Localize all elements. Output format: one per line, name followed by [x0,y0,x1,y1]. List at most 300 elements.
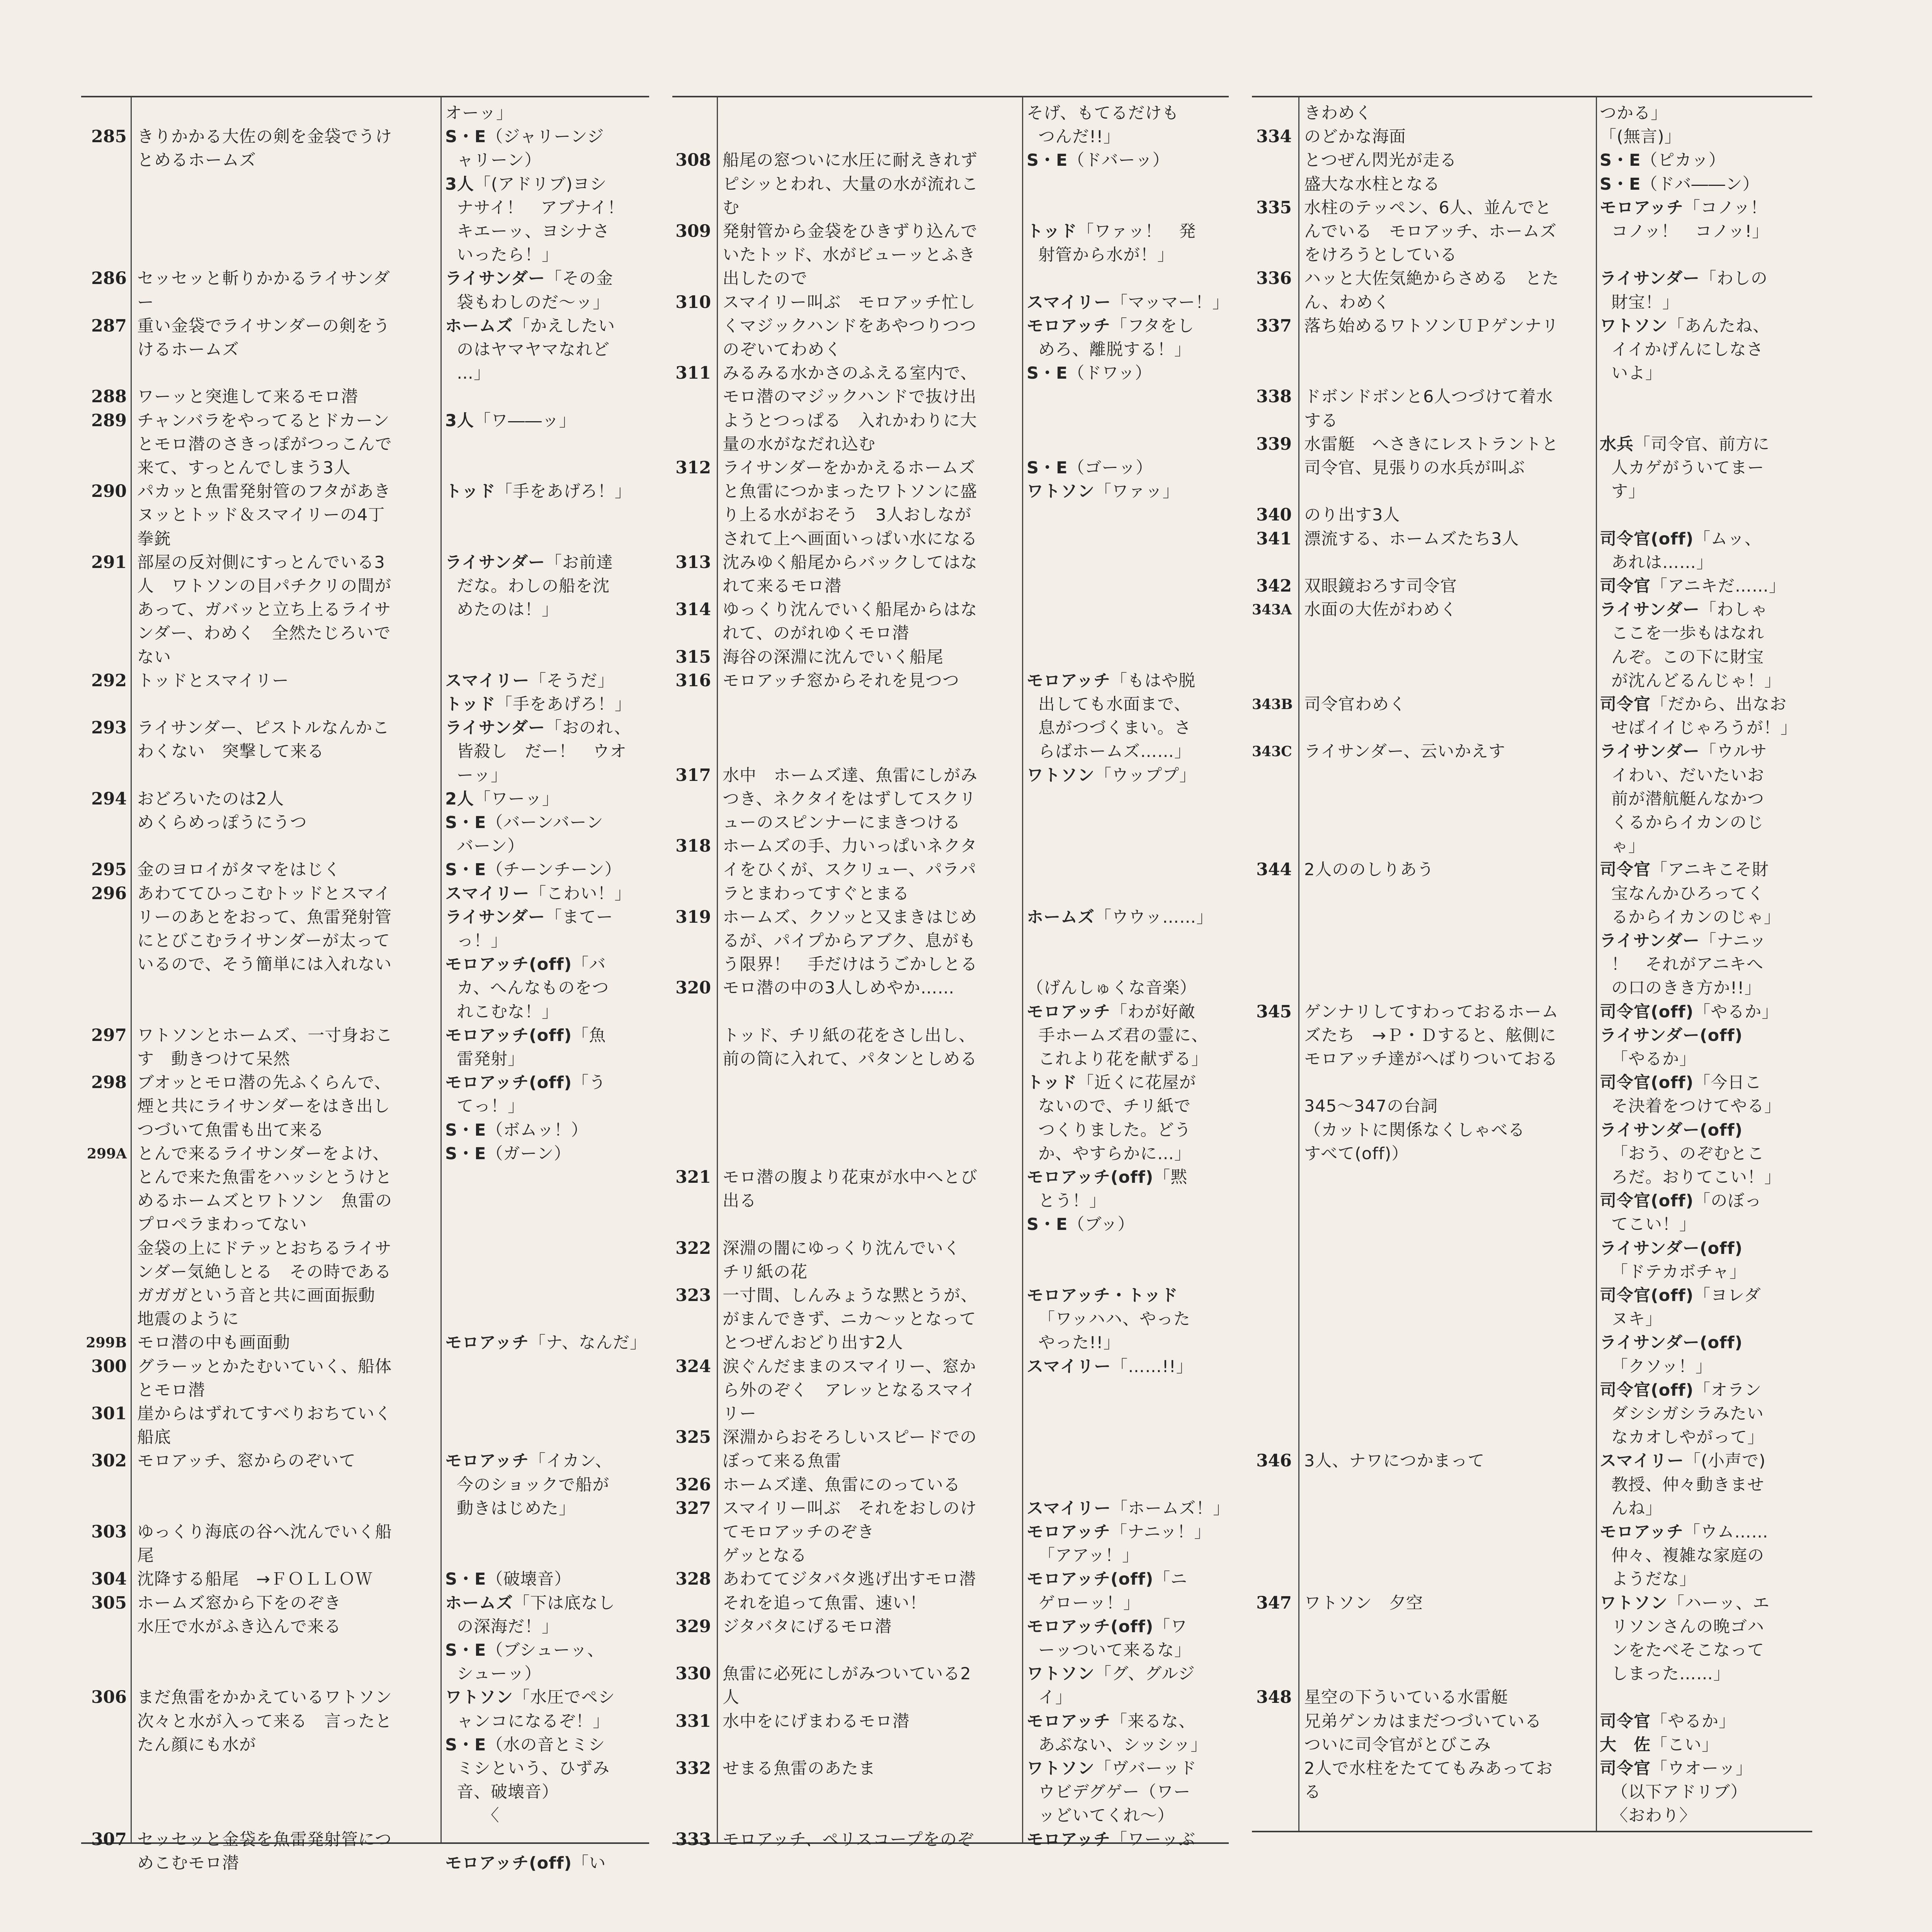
dialogue-text: ナサイ！ アブナイ！ [457,198,624,218]
column-divider-left [131,97,132,1842]
dialogue-line [1027,1118,1191,1142]
dialogue-line [1027,1307,1190,1331]
speaker-name: S・E [445,813,486,832]
speaker-name: 司令官(off) [1600,529,1694,549]
scene-description-line: む [723,198,740,218]
dialogue-line [1027,314,1194,338]
dialogue-line [1027,101,1179,125]
speaker-name: S・E [445,1144,486,1163]
speaker-name: ライサンダー [1600,600,1700,620]
scene-description-line: ら外のぞく アレッとなるスマイ [723,1380,976,1400]
dialogue-line [1027,1142,1191,1166]
scene-number: 330 [675,1664,711,1684]
scene-description-line: リー [723,1404,757,1423]
scene-number: 288 [91,387,127,407]
scene-description-line: あわててジタバタ逃げ出すモロ潜 [723,1570,976,1589]
scene-description-line: ゆっくり沈んでいく船尾からはな [723,600,978,620]
dialogue-text: 今のショックで船が [457,1475,610,1495]
dialogue-text: そげ、もてるだけも [1027,104,1179,123]
scene-description-line: とめるホームズ [137,151,256,170]
speaker-name: スマイリー [1027,1498,1111,1518]
dialogue-line [1600,882,1764,906]
dialogue-text: （チーンチーン） [486,860,622,880]
speaker-name: スマイリー [1600,1451,1684,1471]
speaker-name: 司令官(off) [1600,1191,1694,1211]
scene-description-line: スマイリー叫ぶ それをおしのけ [723,1498,977,1518]
dialogue-line [1600,1804,1696,1828]
dialogue-text: 「ワ [1153,1617,1188,1636]
dialogue-text: 「う [572,1073,606,1093]
dialogue-text: るからイカンのじゃ」 [1611,907,1781,927]
dialogue-line [1600,645,1764,669]
scene-description-line: ワトソン 夕空 [1304,1593,1423,1613]
dialogue-line [445,1000,559,1024]
speaker-name: スマイリー [1027,293,1111,312]
dialogue-text: 雷発射」 [457,1049,525,1069]
dialogue-text: 「ドテカボチャ」 [1611,1262,1747,1282]
dialogue-line [445,716,631,740]
dialogue-line [1600,692,1787,716]
scene-number: 333 [675,1829,711,1849]
scene-number: 290 [91,481,127,502]
dialogue-text: つかる」 [1600,104,1668,123]
scene-number: 339 [1256,434,1292,454]
dialogue-line [1027,456,1153,480]
scene-description-line: 2人ののしりあう [1304,860,1434,880]
scene-number: 335 [1256,197,1292,218]
dialogue-text: カ、へんなものをつ [457,978,609,998]
dialogue-line [1600,834,1645,858]
speaker-name: モロアッチ [1027,1711,1111,1731]
speaker-name: ライサンダー [445,907,545,927]
dialogue-line [1600,172,1759,196]
dialogue-text: ーッ」 [457,765,508,785]
dialogue-line [1600,267,1768,291]
dialogue-line [1600,669,1781,693]
dialogue-line [1027,1685,1072,1709]
dialogue-text: 「ワッハハ、やった [1038,1310,1190,1329]
dialogue-text: （バーンバーン [486,813,604,832]
speaker-name: モロアッチ(off) [1027,1168,1154,1187]
dialogue-line [1027,1497,1230,1520]
scene-description-line: パカッと魚雷発射管のフタがあき [137,482,391,502]
dialogue-text: 「その金 [545,269,613,289]
dialogue-text: ヌキ」 [1611,1310,1662,1329]
dialogue-text: 「ワァッ」 [1095,482,1180,502]
dialogue-text: ッどいてくれ～） [1038,1806,1174,1826]
scene-description-line: ンダー気絶しとる その時である [137,1262,392,1282]
scene-number: 311 [675,363,711,383]
speaker-name: ワトソン [1027,765,1095,785]
scene-description-line: わくない 突撃して来る [137,742,324,762]
dialogue-text: 「ナニッ [1699,931,1767,951]
scene-description-line: されて上へ画面いっぱい水になる [723,529,978,549]
scene-number: 308 [675,150,711,170]
dialogue-text: 「フタをし [1111,316,1194,336]
dialogue-line [445,480,632,503]
speaker-name: 水兵 [1600,434,1634,454]
dialogue-text: コノッ！ コノッ!」 [1611,222,1769,241]
dialogue-line [1600,1733,1719,1757]
scene-number: 344 [1256,860,1292,880]
dialogue-text: （ジャリーンジ [486,127,604,147]
speaker-name: 司令官 [1600,1711,1651,1731]
dialogue-line [1027,976,1197,1000]
dialogue-text: つくりました。どう [1038,1120,1191,1140]
scene-description-line: モロ潜の中も画面動 [137,1333,290,1353]
dialogue-text: のはヤマヤマなれど [457,340,610,359]
scene-number: 342 [1256,576,1292,596]
dialogue-text: 「アアッ！」 [1038,1546,1139,1566]
scene-number: 315 [675,647,711,667]
scene-number: 305 [91,1593,127,1613]
scene-description-line: それを追って魚雷、速い！ [723,1593,927,1613]
dialogue-line [1027,669,1196,693]
dialogue-line [445,929,508,953]
dialogue-line [1027,1733,1208,1757]
dialogue-line [1027,1567,1187,1591]
speaker-name: ワトソン [1027,482,1095,502]
speaker-name: S・E [445,860,486,880]
dialogue-line [1600,361,1662,385]
speaker-name: S・E [445,1120,486,1140]
dialogue-line [445,267,613,291]
scene-description-line: 漂流する、ホームズたち3人 [1304,529,1519,549]
dialogue-line [445,905,613,929]
dialogue-text: 「ウオーッ」 [1651,1759,1753,1778]
scene-description-line: 沈降する船尾 →ＦＯＬＬＯＷ [137,1570,373,1589]
dialogue-line [445,1094,525,1118]
dialogue-text: （ドバーッ） [1068,151,1170,170]
scene-number: 324 [675,1356,711,1376]
dialogue-line [1600,1331,1743,1355]
speaker-name: S・E [1027,364,1068,383]
scene-description-line: ガガガという音と共に画面振動 [137,1286,375,1305]
scene-description-line: とつぜんおどり出す2人 [723,1333,903,1353]
dialogue-text: ろだ。おりてこい！」 [1611,1168,1781,1187]
scene-description-line: 次々と水が入って来る 言ったと [137,1711,392,1731]
speaker-name: モロアッチ(off) [1027,1617,1154,1636]
speaker-name: 司令官 [1600,1759,1651,1778]
dialogue-line [1027,1165,1187,1189]
dialogue-text: 財宝！」 [1611,293,1679,312]
speaker-name: モロアッチ(off) [445,1073,572,1093]
scene-description-line: いるので、そう簡単には入れない [137,955,392,975]
scene-description-line: 来て、すっとんでしまう3人 [137,458,351,478]
scene-description-line: チャンバラをやってるとドカーン [137,411,390,430]
speaker-name: S・E [1600,151,1641,170]
dialogue-line [445,882,631,906]
scene-description-line: セッセッと斬りかかるライサンダ [137,269,390,289]
dialogue-line [1600,148,1726,172]
dialogue-text: 「(無言)」 [1600,127,1682,147]
dialogue-line [1600,1355,1713,1379]
dialogue-text: 「手をあげろ！」 [495,695,632,714]
speaker-name: ワトソン [1600,316,1668,336]
dialogue-text: の深海だ！」 [457,1617,559,1636]
scene-number: 327 [675,1498,711,1518]
dialogue-line [445,1331,647,1355]
dialogue-line [1600,196,1767,220]
dialogue-text: 「わが好敵 [1111,1002,1196,1022]
dialogue-line [1600,1591,1770,1615]
dialogue-line [1600,1024,1743,1048]
dialogue-line [1600,574,1786,598]
dialogue-text: 「こわい！」 [529,884,632,903]
dialogue-text: イ」 [1038,1688,1072,1708]
dialogue-text: バーン） [457,837,525,856]
speaker-name: ライサンダー [445,553,545,572]
scene-description-line: たん顔にも水が [137,1735,256,1755]
dialogue-text: 「司令官、前方に [1634,434,1770,454]
dialogue-line [1027,692,1191,716]
speaker-name: ライサンダー(off) [1600,1026,1743,1045]
top-rule [1252,96,1812,97]
dialogue-text: 仲々、複雑な家庭の [1611,1546,1764,1566]
speaker-name: モロアッチ [1027,671,1111,690]
scene-description-line: ホームズ窓から下をのぞき [137,1593,341,1613]
dialogue-line [1600,338,1764,362]
scene-description-line: 地震のように [137,1310,239,1329]
scene-description-line: ヌッとトッド＆スマイリーの4丁 [137,505,385,525]
dialogue-text: てっ！」 [457,1097,525,1116]
scene-description-line: ゲンナリしてすわっておるホーム [1304,1002,1559,1022]
scene-description-line: ブオッとモロ潜の先ふくらんで、 [137,1073,391,1093]
scene-description-line: せまる魚雷のあたま [723,1759,876,1778]
dialogue-line [1600,1567,1696,1591]
scene-number: 286 [91,269,127,289]
scene-number: 336 [1256,269,1292,289]
dialogue-text: 「ワァッ！ 発 [1077,222,1196,241]
dialogue-line [1600,787,1764,811]
dialogue-line [1027,480,1180,503]
dialogue-line [1600,1189,1762,1213]
dialogue-text: 「オラン [1694,1380,1762,1400]
dialogue-line [1600,551,1713,575]
scene-description-line: ホームズの手、力いっぱいネクタ [723,837,978,856]
dialogue-text: 「……!!」 [1111,1357,1193,1376]
scene-description-line: ンダー、わめく 全然たじろいで [137,624,391,643]
dialogue-text: 動きはじめた」 [457,1498,576,1518]
dialogue-text: 「マッマー！」 [1111,293,1230,312]
speaker-name: ホームズ [445,316,513,336]
dialogue-line [1027,716,1191,740]
speaker-name: S・E [1600,174,1641,194]
dialogue-text: が沈んどるんじゃ！」 [1611,671,1781,690]
dialogue-text: ダシシガシラみたい [1611,1404,1764,1423]
scene-description-line: ライサンダー、云いかえす [1304,742,1506,762]
dialogue-text: 「ヨレダ [1694,1286,1761,1305]
speaker-name: トッド [445,695,496,714]
dialogue-line [1600,1709,1736,1733]
dialogue-line [1027,1544,1139,1568]
scene-number: 291 [91,552,127,572]
dialogue-line [1600,456,1764,480]
scene-description-line: とモロ潜のさきっぽがつっこんで [137,434,392,454]
scene-description-line: 深淵からおそろしいスピードでの [723,1428,977,1447]
column-divider-right [1022,97,1023,1842]
dialogue-line [1600,1213,1696,1236]
dialogue-line [445,598,559,622]
dialogue-text: 「ウッププ」 [1095,765,1197,785]
dialogue-text: 袋もわしのだ～ッ」 [457,293,610,312]
scene-description-line: あわててひっこむトッドとスマイ [137,884,391,903]
scene-description-line: 尾 [137,1546,154,1566]
scene-number: 331 [675,1711,711,1731]
dialogue-text: 「あんたね、 [1668,316,1770,336]
scene-description-line: ライサンダー、ピストルなんかこ [137,718,390,738]
dialogue-line [1027,1331,1120,1355]
scene-description-line: モロ潜の中の3人しめやか…… [723,978,955,998]
scene-number: 346 [1256,1451,1292,1471]
scene-number: 294 [91,789,127,809]
dialogue-line [1600,764,1764,787]
dialogue-line [1027,1094,1191,1118]
scene-description-line: ホームズ、クソッと又まきはじめ [723,907,978,927]
scene-number: 304 [91,1569,127,1589]
dialogue-text: （ゴーッ） [1068,458,1153,478]
scene-number: 300 [91,1356,127,1376]
bottom-rule [1252,1831,1812,1832]
dialogue-text: リソンさんの晩ゴハ [1611,1617,1764,1636]
dialogue-line [445,1780,559,1804]
dialogue-text: 息がつづくまい。さ [1038,718,1191,738]
dialogue-text: （ドワッ） [1068,364,1152,383]
scene-number: 316 [675,670,711,690]
dialogue-line [1027,740,1191,764]
scene-description-line: とんで来るライサンダーをよけ、 [137,1144,390,1163]
dialogue-line [445,669,614,693]
column-divider-left [1298,97,1299,1831]
column-divider-right [1596,97,1597,1831]
dialogue-line [445,125,604,149]
dialogue-line [1600,480,1645,503]
speaker-name: ライサンダー(off) [1600,1238,1743,1258]
dialogue-text: 「ワーッぶ [1111,1830,1196,1849]
dialogue-line [1027,1591,1140,1615]
scene-description-line: けるホームズ [137,340,239,359]
scene-number: 289 [91,410,127,430]
dialogue-text: そ決着をつけてやる」 [1611,1097,1781,1116]
dialogue-line [1027,1638,1191,1662]
dialogue-line [1600,1615,1764,1639]
scene-number: 348 [1256,1687,1292,1708]
dialogue-line [1027,1284,1178,1308]
dialogue-text: 「かえしたい [513,316,615,336]
dialogue-line [445,1709,610,1733]
dialogue-line [445,740,627,764]
scene-description-line: 魚雷に必死にしがみついている2 [723,1664,971,1684]
scene-number: 337 [1256,316,1292,336]
dialogue-line [445,976,609,1000]
dialogue-line [1027,1000,1196,1024]
scene-description-line: とつぜん閃光が走る [1304,151,1457,170]
speaker-name: ライサンダー [445,718,545,738]
scene-description-line: 水面の大佐がわめく [1304,600,1457,620]
scene-number: 293 [91,718,127,738]
scene-number: 345 [1256,1002,1292,1022]
dialogue-text: 「今日こ [1694,1073,1762,1093]
scene-number: 328 [675,1569,711,1589]
dialogue-text: めろ、離脱する！」 [1038,340,1191,359]
dialogue-text: ようだな」 [1611,1570,1696,1589]
dialogue-text: 「こい」 [1651,1735,1719,1755]
speaker-name: モロアッチ [1600,1522,1684,1542]
dialogue-text: んぞ。この下に財宝 [1611,647,1764,667]
dialogue-text: ミシという、ひずみ [457,1759,610,1778]
dialogue-line [445,858,622,882]
dialogue-text: 人カゲがういてまー [1611,458,1764,478]
scene-description-line: をけろうとしている [1304,245,1457,265]
scene-description-line: るが、パイプからアブク、息がも [723,931,976,951]
dialogue-line [445,1071,606,1095]
scene-description-line: おどろいたのは2人 [137,789,284,809]
dialogue-text: 「近くに花屋が [1077,1073,1196,1093]
dialogue-line [1027,361,1152,385]
dialogue-text: …」 [457,364,491,383]
dialogue-line [445,692,632,716]
dialogue-line [1600,1662,1730,1686]
scene-number: 320 [675,978,711,998]
scene-description-line: とモロ潜 [137,1380,205,1400]
scene-description-line: 司令官わめく [1304,695,1406,714]
dialogue-line [445,148,541,172]
dialogue-line [445,361,491,385]
scene-description-line: グラーッとかたむいていく、船体 [137,1357,392,1376]
scene-description-line: ー [137,293,154,312]
scene-description-line: ゲッとなる [723,1546,807,1566]
scene-description-line: あって、ガバッと立ち上るライサ [137,600,391,620]
dialogue-line [1600,811,1764,835]
dialogue-line [445,172,607,196]
dialogue-text: 「ホームズ！」 [1111,1498,1230,1518]
dialogue-text: （ブッ） [1068,1215,1135,1235]
dialogue-line [445,1473,609,1497]
dialogue-line [1600,1236,1743,1260]
dialogue-text: 「黙 [1153,1168,1188,1187]
dialogue-text: くるからイカンのじ [1611,813,1764,832]
dialogue-line [445,196,624,220]
dialogue-line [445,338,610,362]
dialogue-line [445,1567,571,1591]
dialogue-text: 出しても水面まで、 [1038,695,1191,714]
dialogue-line [1600,905,1781,929]
scene-description-line: モロアッチ達がへばりついておる [1304,1049,1558,1069]
dialogue-line [445,1047,525,1071]
dialogue-text: 「そうだ」 [529,671,615,690]
dialogue-text: 射管から水が！」 [1038,245,1174,265]
scene-number: 310 [675,292,711,312]
dialogue-text: キエーッ、ヨシナさ [457,222,610,241]
scene-description-line: 出したので [723,269,808,289]
dialogue-line [1600,1544,1764,1568]
speaker-name: 司令官(off) [1600,1073,1694,1093]
dialogue-text: ゃ」 [1611,837,1645,856]
speaker-name: モロアッチ [1027,316,1111,336]
scene-description-line: 双眼鏡おろす司令官 [1304,577,1457,596]
speaker-name: 司令官 [1600,695,1651,714]
speaker-name: モロアッチ(off) [445,1026,572,1045]
dialogue-text: オーッ」 [445,104,513,123]
dialogue-line [1600,1260,1747,1284]
scene-description-line: トッド、チリ紙の花をさし出し、 [723,1026,976,1045]
scene-description-line: 水雷艇 へさきにレストラントと [1304,434,1559,454]
speaker-name: モロアッチ(off) [445,955,572,975]
scene-description-line: 345～347の台詞 [1304,1097,1438,1116]
dialogue-text: 「ヴバーッド [1095,1759,1197,1778]
dialogue-line [1600,101,1668,125]
speaker-name: S・E [1027,1215,1068,1235]
